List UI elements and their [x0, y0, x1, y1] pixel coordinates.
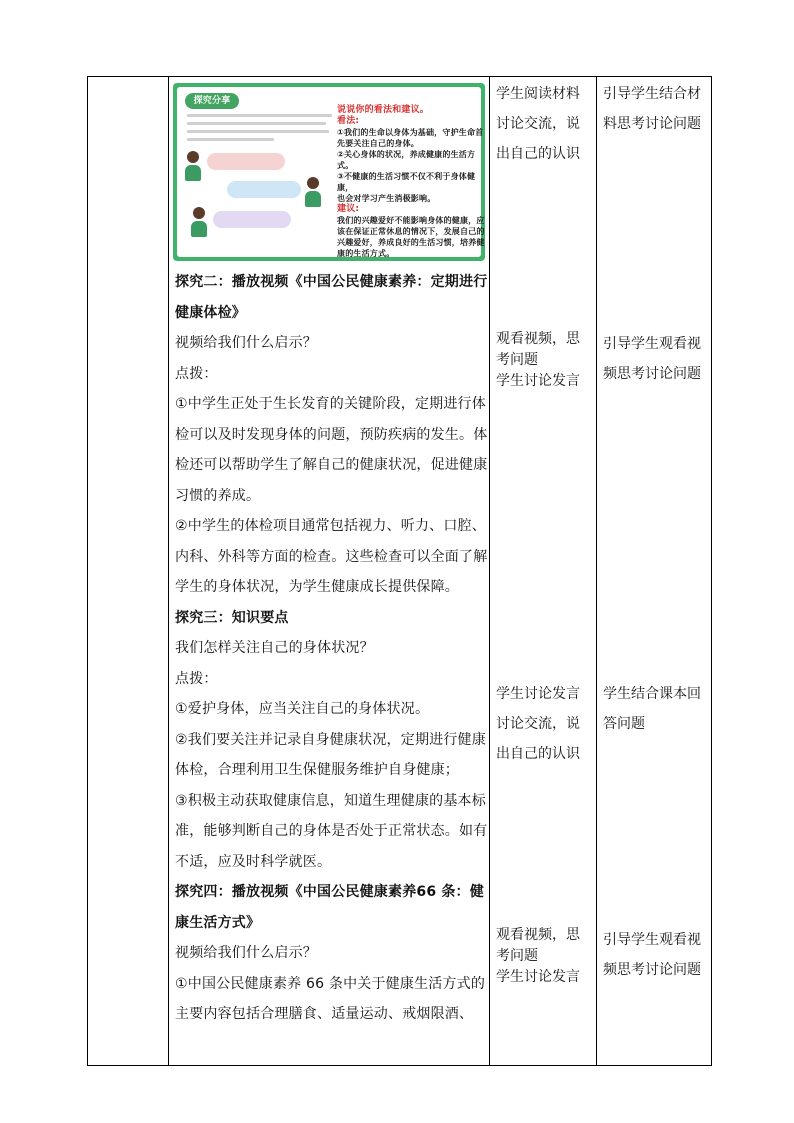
content-line: 我们怎样关注自己的身体状况？: [175, 640, 374, 656]
student-activities-block: [496, 79, 594, 169]
text-line: 引导学生结合材: [603, 86, 701, 102]
text-line: 该在保证正常休息的情况下，发展自己的: [337, 227, 485, 236]
student-activities-block: [496, 329, 594, 392]
section-heading: 探究三：知识要点: [175, 609, 289, 626]
text-line: 康的生活方式。: [337, 249, 395, 258]
content-line: 检可以及时发现身体的问题，预防疾病的发生。体: [175, 426, 488, 443]
content-line: 点拨：: [175, 670, 218, 687]
slide-image: [173, 83, 485, 261]
text-line: 讨论交流，说: [496, 716, 580, 732]
speech-bubble: [227, 181, 301, 198]
text-line: 讨论交流，说: [496, 116, 580, 132]
content-line: ①中国公民健康素养 66 条中关于健康生活方式的: [175, 975, 486, 992]
text-line: ②关心身体的状况，养成健康的生活方式。: [337, 150, 476, 170]
student-activities-block: [496, 925, 594, 988]
student-activities-block: [496, 679, 594, 769]
content-line: 主要内容包括合理膳食、适量运动、戒烟限酒、: [175, 1006, 474, 1022]
slide-view-label: 看法:: [337, 116, 360, 126]
teacher-intents-block: [603, 79, 709, 139]
text-line: 频思考讨论问题: [603, 366, 701, 382]
table-row: [88, 77, 712, 1066]
text-line: 引导学生观看视: [603, 336, 701, 352]
teacher-intents-block: [603, 679, 709, 739]
content-line: 不适，应及时科学就医。: [175, 853, 332, 870]
speech-bubble: [213, 211, 291, 228]
teaching-content-cell: [169, 77, 490, 1066]
text-line: ③不健康的生活习惯不仅不利于身体健康，: [337, 172, 476, 192]
text-line: 料思考讨论问题: [603, 116, 701, 132]
text-line: 学生结合课本回: [603, 686, 701, 702]
stage-cell: [88, 77, 169, 1066]
content-line: 视频给我们什么启示？: [175, 945, 317, 961]
student-figure-icon: [185, 151, 201, 181]
content-line: ①中学生正处于生长发育的关键阶段，定期进行体: [175, 396, 486, 412]
text-line: 观看视频，思: [496, 331, 580, 347]
text-line: 我们的兴趣爱好不能影响身体的健康，应: [337, 216, 485, 225]
slide-tag: 探究分享: [185, 93, 239, 109]
text-line: 考问题: [496, 352, 538, 368]
slide-view-lines: [337, 127, 485, 204]
text-line: 考问题: [496, 948, 538, 964]
text-line: 兴趣爱好，养成良好的生活习惯，培养健: [337, 238, 485, 247]
design-intent-cell: [597, 77, 712, 1066]
content-lines: [175, 267, 488, 1030]
teacher-intents-block: [603, 329, 709, 389]
section-heading: 健康体检》: [175, 304, 246, 321]
text-line: ①我们的生命以身体为基础，守护生命首: [337, 128, 484, 137]
content-line: ②我们要关注并记录自身健康状况，定期进行健康: [175, 731, 486, 748]
text-line: 答问题: [603, 716, 645, 732]
content-line: 检还可以帮助学生了解自己的健康状况，促进健康: [175, 457, 488, 473]
content-line: 体检，合理利用卫生保健服务维护自身健康；: [175, 762, 459, 778]
content-line: 内科、外科等方面的检查。这些检查可以全面了解: [175, 548, 488, 565]
text-line: 引导学生观看视: [603, 932, 701, 948]
slide-right-title: 说说你的看法和建议。: [337, 105, 430, 115]
text-line: 学生讨论发言: [496, 373, 580, 389]
text-line: 出自己的认识: [496, 146, 580, 162]
content-line: 点拨：: [175, 365, 218, 382]
text-line: 学生讨论发言: [496, 686, 580, 702]
slide-advice-lines: [337, 215, 485, 259]
text-line: 先要关注自己的身体。: [337, 139, 419, 148]
text-line: 也会对学习产生消极影响。: [337, 194, 436, 203]
slide-paragraph-lines: [187, 114, 332, 146]
section-heading: 康生活方式》: [175, 914, 261, 931]
content-line: 习惯的养成。: [175, 487, 261, 504]
content-line: ②中学生的体检项目通常包括视力、听力、口腔、: [175, 518, 486, 534]
slide-right-text: [337, 105, 485, 259]
content-line: ①爱护身体，应当关注自己的身体状况。: [175, 701, 430, 717]
text-line: 频思考讨论问题: [603, 962, 701, 978]
content-line: 学生的身体状况，为学生健康成长提供保障。: [175, 579, 459, 595]
section-heading: 探究二：播放视频《中国公民健康素养：定期进行: [175, 274, 488, 290]
text-line: 出自己的认识: [496, 746, 580, 762]
lesson-plan-table: [87, 76, 712, 1066]
text-line: 观看视频，思: [496, 927, 580, 943]
text-line: 学生阅读材料: [496, 86, 580, 102]
teacher-intents-block: [603, 925, 709, 985]
slide-advice-label: 建议:: [337, 204, 360, 214]
section-heading: 探究四：播放视频《中国公民健康素养66 条：健: [175, 884, 484, 900]
content-line: 视频给我们什么启示？: [175, 335, 317, 351]
design-intent-column: [597, 77, 711, 1065]
student-figure-icon: [191, 207, 207, 237]
text-line: 学生讨论发言: [496, 969, 580, 985]
student-figure-icon: [305, 177, 321, 207]
speech-bubble: [207, 153, 285, 170]
content-line: ③积极主动获取健康信息，知道生理健康的基本标: [175, 792, 486, 809]
student-activity-column: [490, 77, 596, 1065]
content-line: 准，能够判断自己的身体是否处于正常状态。如有: [175, 823, 488, 839]
student-activity-cell: [490, 77, 597, 1066]
